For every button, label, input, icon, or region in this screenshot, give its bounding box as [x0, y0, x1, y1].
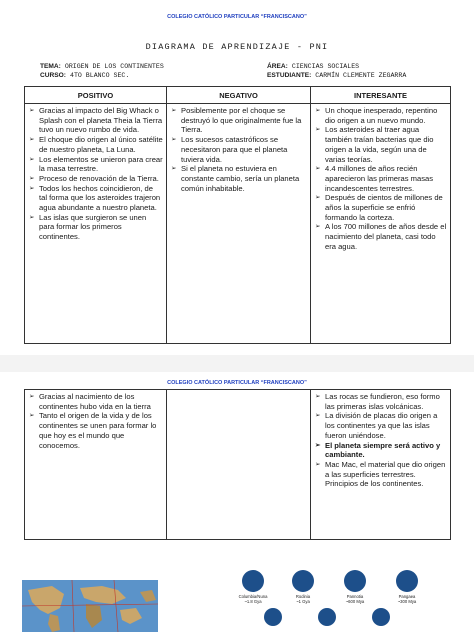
globe-icon	[242, 570, 264, 592]
list-item-text: El choque dio origen al único satélite de nuestro planeta, La Luna.	[39, 135, 163, 154]
arrow-bullet-icon: ➢	[29, 184, 35, 192]
pni-table-page-1	[24, 86, 451, 344]
arrow-bullet-icon: ➢	[171, 107, 177, 114]
arrow-bullet-icon: ➢	[315, 223, 321, 231]
positivo-list	[25, 104, 166, 244]
list-item-text: Todos los hechos coincidieron, de tal forma que los asteroides trajeron agua abundante a nuestro planeta.	[39, 183, 161, 213]
globe-icon	[396, 570, 418, 592]
estudiante-value: CARMÍN CLEMENTE ZEGARRA	[315, 72, 407, 79]
list-item-text: 4.4 millones de años recién aparecieron las primeras masas incandescentes terrestres.	[325, 164, 434, 193]
arrow-bullet-icon: ➢	[315, 441, 321, 449]
meta-left	[40, 62, 164, 80]
negativo-cell-page-2	[167, 390, 311, 540]
header-negativo: NEGATIVO	[167, 87, 311, 104]
positivo-cell-page-2	[25, 390, 167, 540]
list-item-text: Las islas que surgieron se unen para formar los primeros continentes.	[39, 212, 147, 242]
list-item	[171, 164, 307, 193]
document-title: DIAGRAMA DE APRENDIZAJE - PNI	[145, 42, 329, 52]
arrow-bullet-icon: ➢	[29, 213, 35, 221]
list-item	[29, 174, 163, 184]
header-row	[25, 87, 451, 104]
world-map-graphic	[22, 580, 158, 632]
arrow-bullet-icon: ➢	[315, 412, 321, 420]
list-item	[315, 222, 447, 251]
school-name: COLEGIO CATÓLICO PARTICULAR “FRANCISCANO”	[167, 14, 307, 20]
content-row-page-2	[25, 390, 451, 540]
globe-icon	[372, 608, 390, 626]
list-item-text: Posiblemente por el choque se destruyó lo que originalmente fue la Tierra.	[181, 106, 302, 135]
header-interesante: INTERESANTE	[311, 87, 451, 104]
globe-icon	[264, 608, 282, 626]
arrow-bullet-icon: ➢	[29, 155, 35, 163]
globe-icon	[318, 608, 336, 626]
list-item	[29, 155, 163, 174]
curso-line: CURSO: 4TO BLANCO SEC.	[40, 72, 130, 79]
arrow-bullet-icon: ➢	[315, 126, 321, 134]
list-item-text: Los asteroides al traer agua también traían bacterias que dio origen a la vida, según una de varias teorías.	[325, 125, 434, 164]
list-item	[315, 441, 447, 460]
supercontinents-image	[234, 564, 444, 632]
list-item-text: La división de placas dio origen a los continentes ya que las islas fueron uniéndose.	[325, 411, 438, 440]
list-item	[171, 135, 307, 164]
list-item	[315, 411, 447, 440]
positivo-list-page-2	[25, 390, 166, 452]
meta-right	[267, 62, 406, 80]
negativo-cell	[167, 104, 311, 344]
arrow-bullet-icon: ➢	[315, 194, 321, 202]
arrow-bullet-icon: ➢	[315, 460, 321, 468]
globe-icon	[344, 570, 366, 592]
interesante-list-page-2	[311, 390, 450, 491]
pni-table-page-2	[24, 389, 451, 540]
list-item	[29, 106, 163, 135]
list-item-text: Después de cientos de millones de años la superficie se enfrió formando la corteza.	[325, 193, 443, 222]
list-item	[315, 106, 447, 125]
content-row	[25, 104, 451, 344]
tema-value: ORIGEN DE LOS CONTINENTES	[64, 63, 164, 70]
list-item	[315, 392, 447, 411]
negativo-list-page-2	[167, 390, 310, 394]
world-map-image	[22, 580, 158, 632]
globe-caption-1: Columbia/Nuna ~1.8 Gya	[238, 594, 268, 604]
list-item	[29, 135, 163, 154]
tema-line: TEMA: ORIGEN DE LOS CONTINENTES	[40, 63, 164, 70]
arrow-bullet-icon: ➢	[315, 393, 321, 400]
list-item-text: A los 700 millones de años desde el nacimiento del planeta, casi todo era agua.	[325, 222, 447, 251]
list-item-text: Gracias al impacto del Big Whack o Splash con el planeta Theia la Tierra tuvo un nuevo rumbo de vida.	[39, 106, 163, 135]
school-name-page-2: COLEGIO CATÓLICO PARTICULAR “FRANCISCANO”	[167, 380, 307, 386]
list-item-text: Los sucesos catastróficos se necesitaron para que el planeta tuviera vida.	[181, 135, 288, 164]
list-item-text: Tanto el origen de la vida y de los continentes se unen para formar lo que hoy es el mundo que conocemos.	[39, 411, 157, 450]
document-page-2	[0, 372, 474, 632]
list-item-text: Los elementos se unieron para crear la masa terrestre.	[39, 154, 163, 174]
globe-caption-3: Pannotia ~600 Mya	[345, 594, 365, 604]
positivo-cell	[25, 104, 167, 344]
list-item	[315, 460, 447, 489]
curso-value: 4TO BLANCO SEC.	[69, 72, 130, 79]
arrow-bullet-icon: ➢	[171, 136, 177, 144]
list-item-text: Mac Mac, el material que dio origen a las superficies terrestres. Principios de los continentes.	[325, 459, 446, 489]
list-item-text: Un choque inesperado, repentino dio origen a un nuevo mundo.	[325, 106, 438, 125]
list-item-text: Proceso de renovación de la Tierra.	[39, 173, 159, 183]
area-line: ÁREA: CIENCIAS SOCIALES	[267, 63, 360, 70]
area-value: CIENCIAS SOCIALES	[291, 63, 360, 70]
list-item	[29, 392, 163, 411]
arrow-bullet-icon: ➢	[29, 393, 35, 400]
negativo-list	[167, 104, 310, 195]
list-item	[29, 184, 163, 213]
arrow-bullet-icon: ➢	[315, 107, 321, 114]
list-item-text: Las rocas se fundieron, eso formo las primeras islas volcánicas.	[325, 392, 440, 411]
interesante-list	[311, 104, 450, 254]
arrow-bullet-icon: ➢	[315, 165, 321, 173]
interesante-cell-page-2	[311, 390, 451, 540]
header-positivo: POSITIVO	[25, 87, 167, 104]
arrow-bullet-icon: ➢	[29, 107, 35, 114]
arrow-bullet-icon: ➢	[29, 412, 35, 420]
list-item	[315, 164, 447, 193]
list-item	[29, 411, 163, 450]
globe-caption-2: Rodinia ~1 Gya	[295, 594, 311, 604]
list-item-text: El planeta siempre será activo y cambiante.	[325, 440, 441, 460]
estudiante-line: ESTUDIANTE: CARMÍN CLEMENTE ZEGARRA	[267, 72, 407, 79]
list-item-text: Si el planeta no estuviera en constante cambio, sería un planeta común inhabitable.	[181, 164, 300, 193]
interesante-cell	[311, 104, 451, 344]
list-item	[29, 213, 163, 242]
arrow-bullet-icon: ➢	[29, 136, 35, 144]
arrow-bullet-icon: ➢	[171, 165, 177, 173]
list-item	[171, 106, 307, 135]
globe-caption-4: Pangaea ~300 Mya	[397, 594, 417, 604]
list-item	[315, 125, 447, 164]
arrow-bullet-icon: ➢	[29, 174, 35, 182]
list-item	[315, 193, 447, 222]
list-item-text: Gracias al nacimiento de los continentes hubo vida en la tierra	[39, 392, 151, 411]
globe-icon	[292, 570, 314, 592]
